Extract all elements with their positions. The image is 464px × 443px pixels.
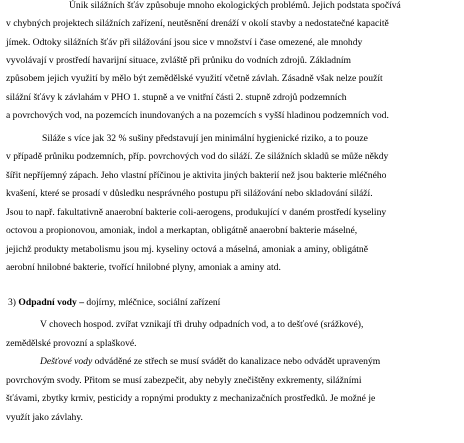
text-line: silážní šťávy k závlahám v PHO 1. stupně a ve vnitřní části 2. stupně zdrojů podzemních <box>6 92 347 103</box>
text-line <box>40 353 380 371</box>
section-number: 3) <box>8 297 16 308</box>
text-fragment: odváděné ze střech se musí svádět do kanalizace nebo odvádět upraveným <box>92 356 381 367</box>
text-line: Siláže s více jak 32 % sušiny představují jen minimální hygienické riziko, a to pouze <box>42 133 368 144</box>
text-line: kvašení, které se prosadí v důsledku nesprávného postupu při silážování nebo skladování siláží. <box>6 188 373 199</box>
text-line: zemědělské provozní a splaškové. <box>6 338 137 349</box>
text-line: šťávami, zbytky krmiv, pesticidy a ropnými produkty z mechanizačních prostředků. Je možné je <box>6 393 376 404</box>
term-rainwater: Dešťové vody <box>40 356 93 367</box>
text-line: Jsou to např. fakultativně anaerobní bakterie coli-aerogens, produkující v daném prostředí kyseliny <box>6 207 387 218</box>
text-line: vyvolávají v prostředí havarijní situace, zvláště při průniku do vodních zdrojů. Základním <box>6 55 352 66</box>
text-line: způsobem jejich využití by mělo být zemědělské využití včetně závlah. Zásadně však nelze použít <box>6 73 383 84</box>
text-line: aerobní hnilobné bakterie, tvořící hnilobné plyny, amoniak a aminy atd. <box>6 262 281 273</box>
text-line: octovou a propionovou, amoniak, indol a merkaptan, obligátně anaerobní bakterie máselné, <box>6 225 358 236</box>
section-subtitle: dojírny, mléčnice, sociální zařízení <box>84 297 221 308</box>
text-line: v případě průniku podzemních, příp. povrchových vod do siláží. Ze silážních skladů se může někdy <box>6 151 389 162</box>
text-line: povrchovým svody. Přitom se musí zabezpečit, aby nebyly znečištěny exkrementy, silážními <box>6 375 362 386</box>
section-title: Odpadní vody – <box>18 297 84 308</box>
text-line: a povrchových vod, na pozemcích inundovaných a na pozemcích s vyšší hladinou podzemních vod. <box>6 110 389 121</box>
text-line: využít jako závlahy. <box>6 412 83 423</box>
text-line: jejichž produkty metabolismu jsou mj. kyseliny octová a máselná, amoniak a aminy, obligátně <box>6 244 368 255</box>
text-line: V chovech hospod. zvířat vznikají tři druhy odpadních vod, a to dešťové (srážkové), <box>40 319 364 330</box>
text-line: v chybných projektech silážních zařízení, neutěsnění drenáží v okolí stavby a nedostatečné kapacitě <box>6 18 389 29</box>
text-line: jímek. Odtoky silážních šťáv při silážování jsou sice v množství i čase omezené, ale mnohdy <box>6 37 363 48</box>
section-heading <box>8 294 220 312</box>
text-line: šířit nepříjemný zápach. Jeho vlastní příčinou je aktivita jiných bakterií než jsou bakterie mléčného <box>6 170 387 181</box>
text-line: Únik silážních šťáv způsobuje mnoho ekologických problémů. Jejich podstata spočívá <box>69 0 401 11</box>
